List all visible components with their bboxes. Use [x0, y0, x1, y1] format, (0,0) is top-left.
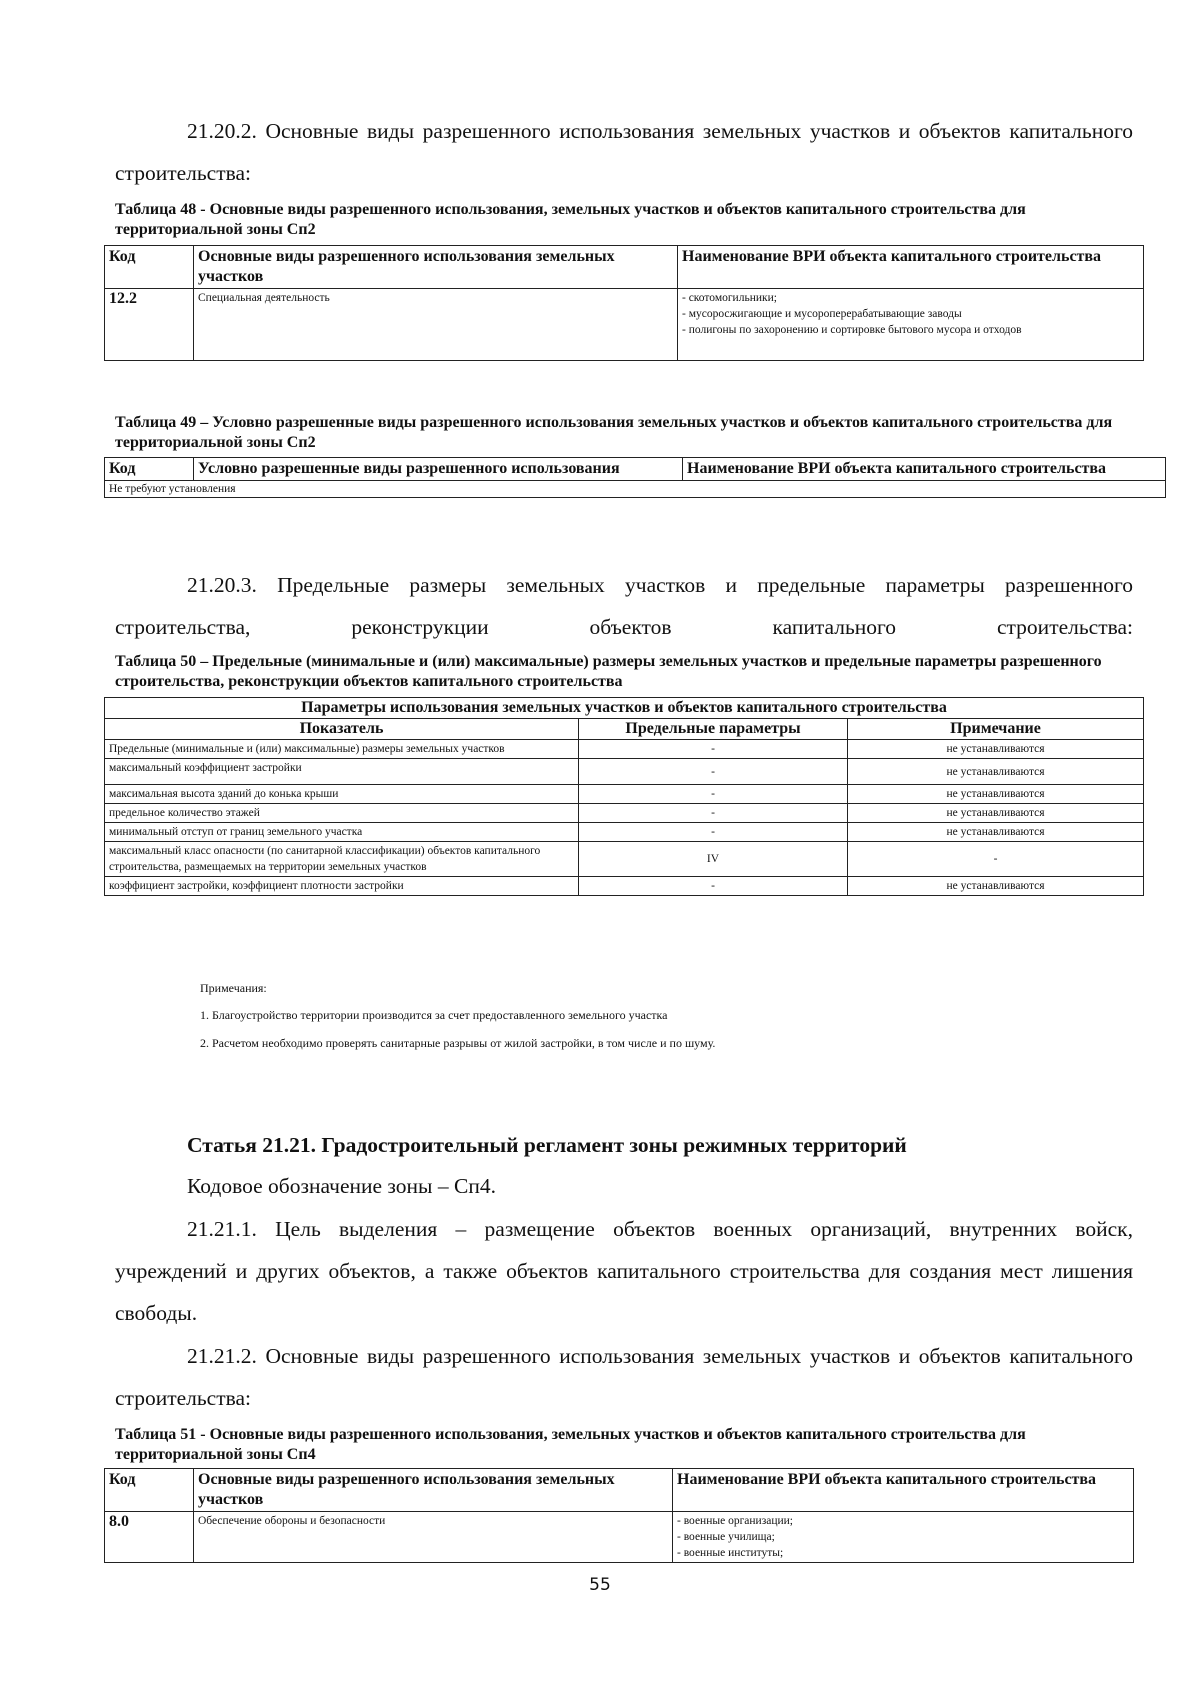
page-number: 55 — [589, 1575, 611, 1595]
notes-title: Примечания: — [200, 981, 267, 995]
table50-note: не устанавливаются — [848, 740, 1144, 759]
table50-indicator: предельное количество этажей — [105, 804, 579, 823]
table50-header-note: Примечание — [848, 719, 1144, 740]
table-row — [105, 759, 1144, 785]
section-21-21-1-text: 21.21.1. Цель выделения – размещение объектов военных организаций, внутренних войск, учреждений и других объектов, а также объектов капитального строительства для создания мест лишения свободы. — [115, 1217, 1133, 1325]
table50-note: не устанавливаются — [848, 877, 1144, 896]
table48-code: 12.2 — [105, 289, 194, 361]
table-row — [105, 804, 1144, 823]
table51-vri-item: - военные училища; — [677, 1531, 775, 1543]
zone-code-text: Кодовое обозначение зоны – Сп4. — [187, 1174, 496, 1198]
table-row — [105, 877, 1144, 896]
table50-limit: - — [579, 785, 848, 804]
table48-header-types: Основные виды разрешенного использования земельных участков — [194, 246, 678, 289]
table48 — [104, 245, 1144, 361]
table49 — [104, 457, 1166, 498]
table51-vri-item: - военные институты; — [677, 1547, 784, 1559]
table48-vri-item: - скотомогильники; — [682, 292, 777, 304]
table-row — [105, 785, 1144, 804]
table50-indicator: минимальный отступ от границ земельного участка — [105, 823, 579, 842]
table51-vri-item: - военные организации; — [677, 1515, 793, 1527]
table51-header-code: Код — [105, 1469, 194, 1512]
table49-header-vri: Наименование ВРИ объекта капитального строительства — [683, 458, 1166, 481]
table48-vri-cell — [678, 289, 1144, 361]
table51-name: Обеспечение обороны и безопасности — [194, 1512, 673, 1563]
table49-header-types: Условно разрешенные виды разрешенного использования — [194, 458, 683, 481]
table51 — [104, 1468, 1134, 1563]
table-row — [105, 842, 1144, 877]
table50-limit: - — [579, 804, 848, 823]
table51-header-types: Основные виды разрешенного использования земельных участков — [194, 1469, 673, 1512]
table50-caption: Таблица 50 – Предельные (минимальные и (или) максимальные) размеры земельных участков и предельные параметры разрешенного строительства, реконструкции объектов капитального строительства — [115, 653, 1102, 690]
table48-header-vri: Наименование ВРИ объекта капитального строительства — [678, 246, 1144, 289]
table51-vri-cell — [673, 1512, 1134, 1563]
table48-header-code: Код — [105, 246, 194, 289]
notes-item: 2. Расчетом необходимо проверять санитарные разрывы от жилой застройки, в том числе и по шуму. — [200, 1036, 716, 1050]
article-21-21-heading: Статья 21.21. Градостроительный регламент зоны режимных территорий — [187, 1133, 907, 1157]
notes-item: 1. Благоустройство территории производится за счет предоставленного земельного участка — [200, 1008, 668, 1022]
table51-header-vri: Наименование ВРИ объекта капитального строительства — [673, 1469, 1134, 1512]
table50-title: Параметры использования земельных участков и объектов капитального строительства — [105, 698, 1144, 719]
table50-note: - — [848, 842, 1144, 877]
table48-caption: Таблица 48 - Основные виды разрешенного использования, земельных участков и объектов капитального строительства для территориальной зоны Сп2 — [115, 201, 1026, 238]
table-row — [105, 823, 1144, 842]
table51-caption: Таблица 51 - Основные виды разрешенного использования, земельных участков и объектов капитального строительства для территориальной зоны Сп4 — [115, 1426, 1026, 1463]
table50-indicator: Предельные (минимальные и (или) максимальные) размеры земельных участков — [105, 740, 579, 759]
table50-indicator: максимальный коэффициент застройки — [105, 759, 579, 785]
table-row — [105, 740, 1144, 759]
table50-note: не устанавливаются — [848, 785, 1144, 804]
table50-limit: - — [579, 877, 848, 896]
table50 — [104, 697, 1144, 896]
table49-caption: Таблица 49 – Условно разрешенные виды разрешенного использования земельных участков и объектов капитального строительства для территориальной зоны Сп2 — [115, 414, 1113, 451]
section-21-21-2-text: 21.21.2. Основные виды разрешенного использования земельных участков и объектов капитального строительства: — [115, 1344, 1133, 1410]
table49-header-code: Код — [105, 458, 194, 481]
table50-note: не устанавливаются — [848, 804, 1144, 823]
table48-vri-item: - мусоросжигающие и мусороперерабатывающие заводы — [682, 308, 962, 320]
table50-note: не устанавливаются — [848, 759, 1144, 785]
table50-limit: - — [579, 759, 848, 785]
table50-indicator: максимальная высота зданий до конька крыши — [105, 785, 579, 804]
table50-indicator: максимальный класс опасности (по санитарной классификации) объектов капитального строительства, размещаемых на территории земельных участков — [105, 842, 579, 877]
table50-limit: - — [579, 740, 848, 759]
table50-limit: - — [579, 823, 848, 842]
section-21-20-3-text: 21.20.3. Предельные размеры земельных участков и предельные параметры разрешенного строительства, реконструкции объектов капитального строительства: — [115, 573, 1133, 639]
table50-indicator: коэффициент застройки, коэффициент плотности застройки — [105, 877, 579, 896]
table51-code: 8.0 — [105, 1512, 194, 1563]
table50-note: не устанавливаются — [848, 823, 1144, 842]
table50-header-limit: Предельные параметры — [579, 719, 848, 740]
section-21-20-2-text: 21.20.2. Основные виды разрешенного использования земельных участков и объектов капитального строительства: — [115, 119, 1133, 185]
table50-limit: IV — [579, 842, 848, 877]
table50-header-indicator: Показатель — [105, 719, 579, 740]
table48-name: Специальная деятельность — [194, 289, 678, 361]
table49-note: Не требуют установления — [105, 481, 1166, 498]
table48-vri-item: - полигоны по захоронению и сортировке бытового мусора и отходов — [682, 324, 1022, 336]
